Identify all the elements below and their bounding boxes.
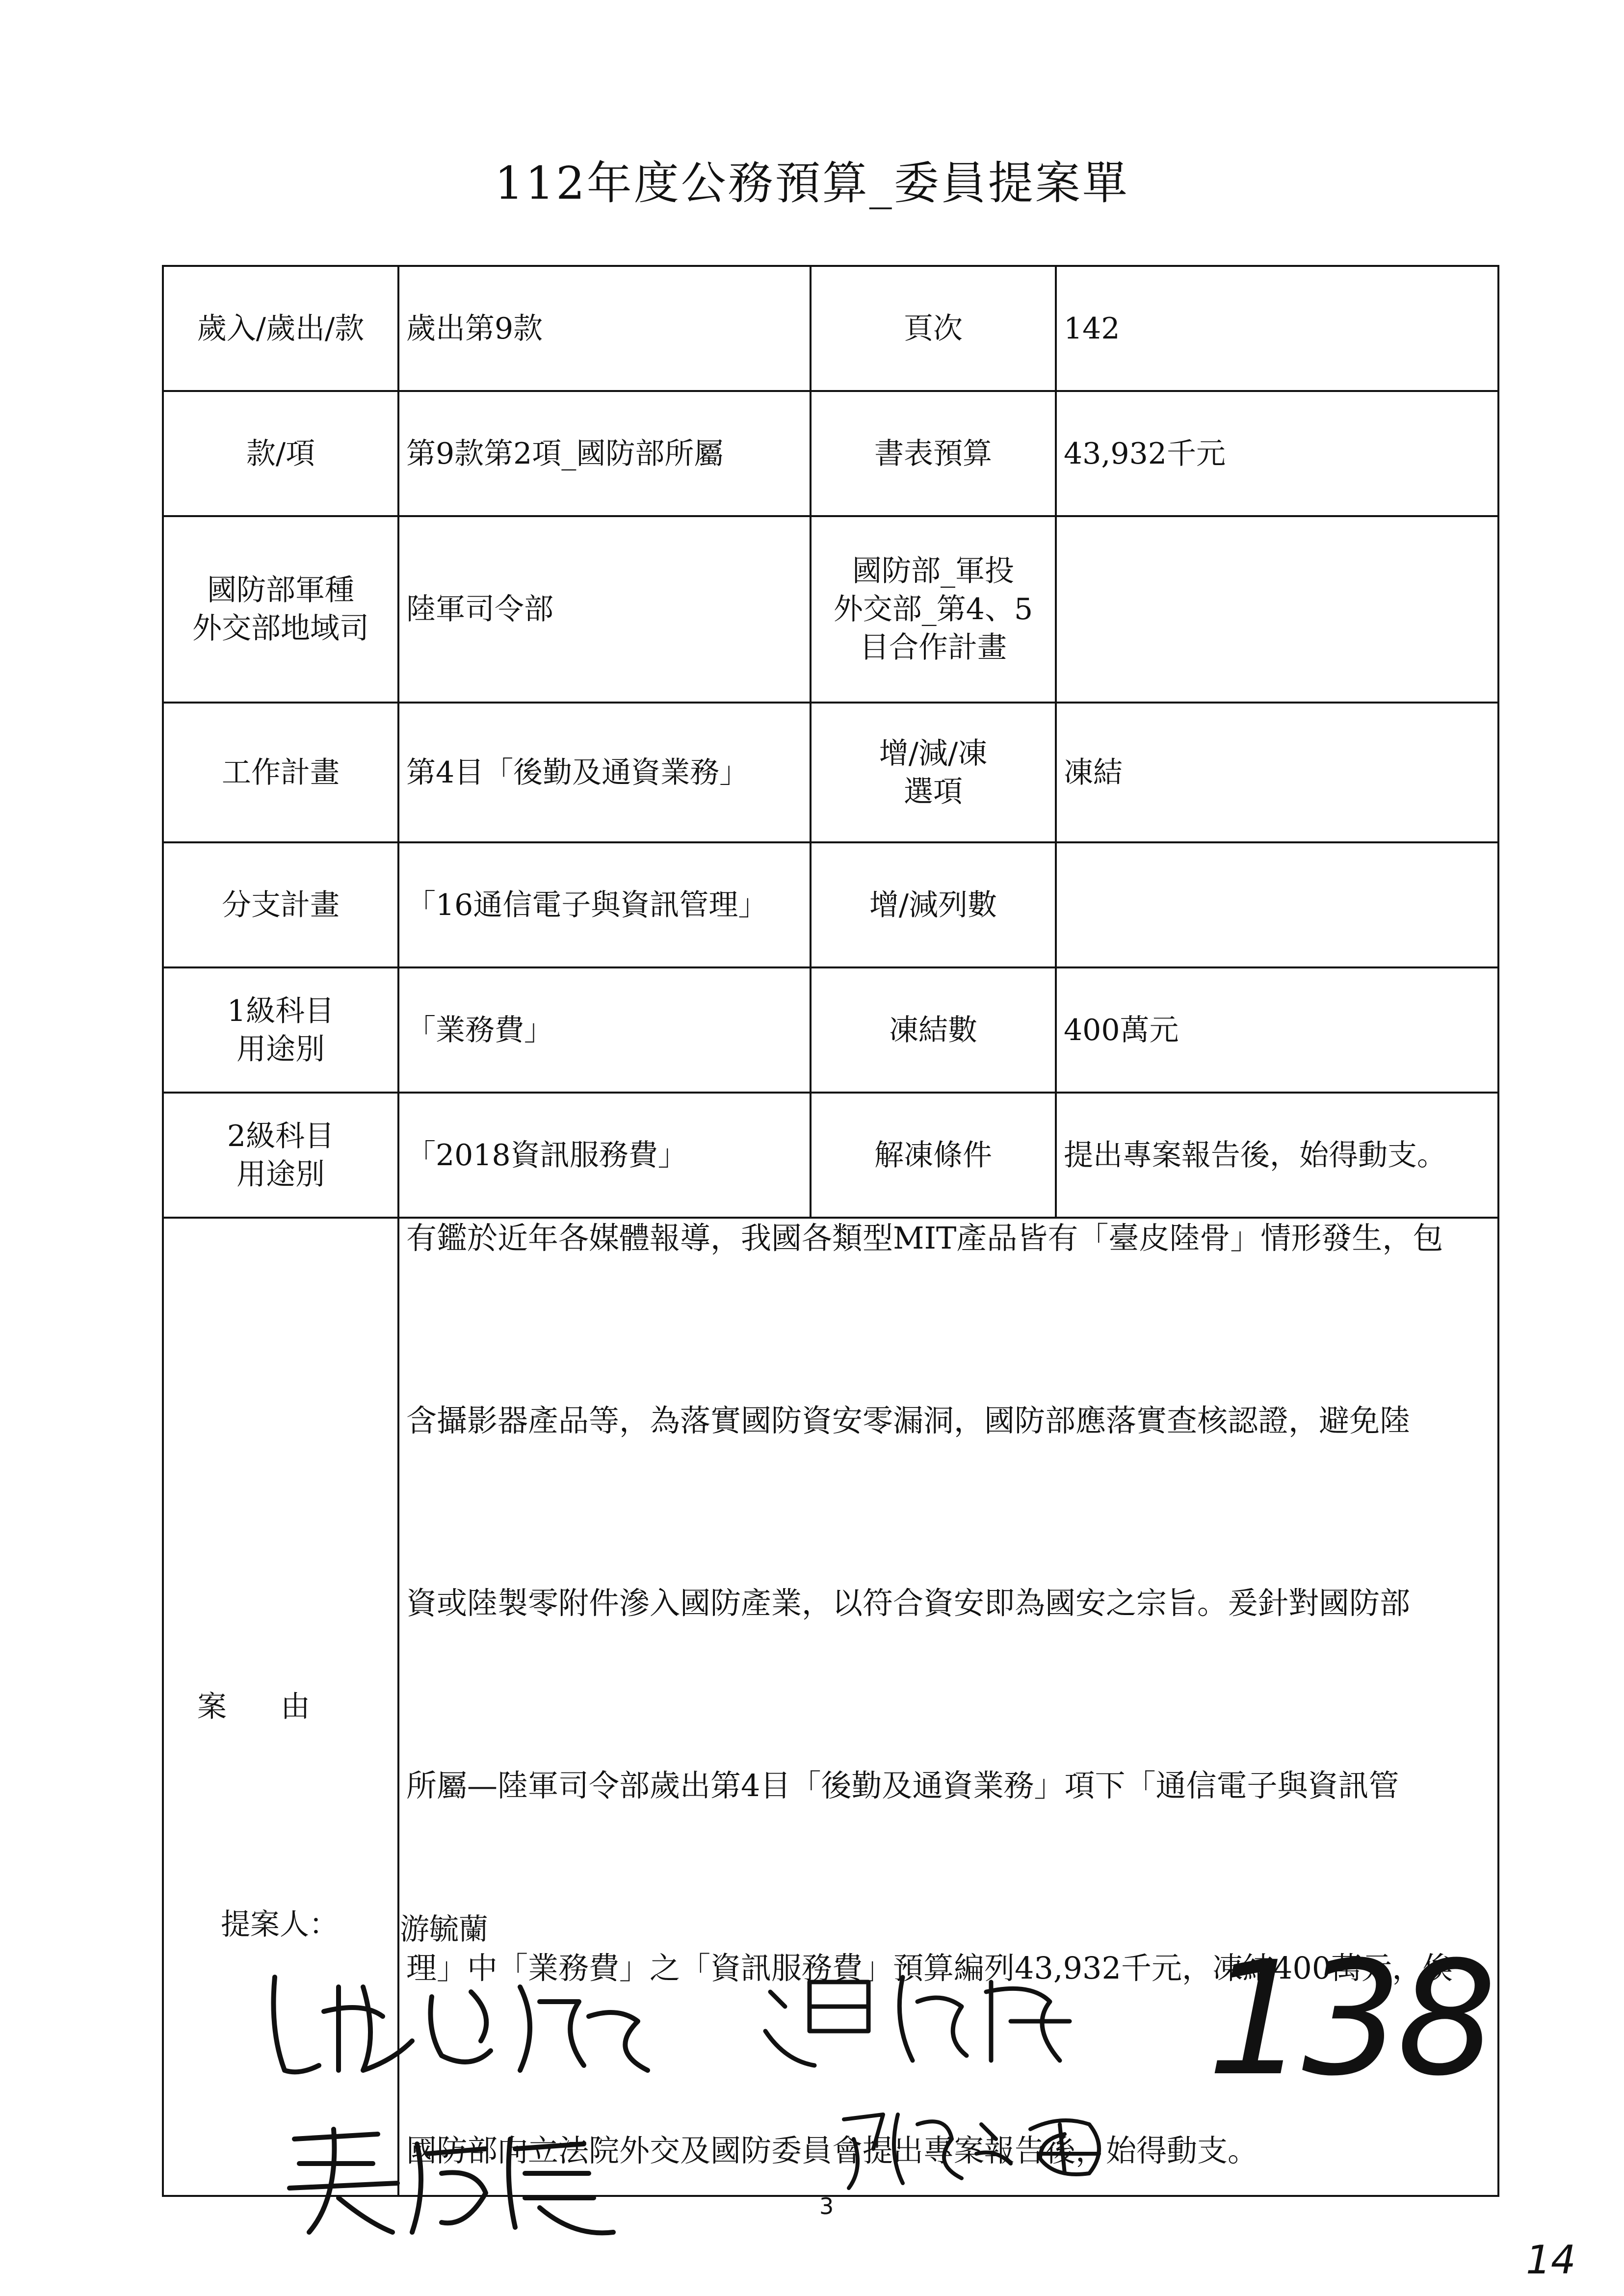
label-line: 款/項 bbox=[246, 436, 315, 471]
field-label bbox=[811, 967, 1056, 1093]
field-value: 提出專案報告後，始得動支。 bbox=[1056, 1093, 1498, 1218]
field-value: 「16通信電子與資訊管理」 bbox=[398, 842, 811, 967]
label-line: 用途別 bbox=[236, 1157, 325, 1192]
field-value: 歲出第9款 bbox=[398, 266, 811, 391]
field-label bbox=[811, 391, 1056, 516]
field-value: 「業務費」 bbox=[398, 967, 811, 1093]
label-line: 增/減列數 bbox=[869, 887, 997, 922]
field-label bbox=[163, 266, 398, 391]
form-row bbox=[163, 1093, 1498, 1218]
field-value: 第4目「後勤及通資業務」 bbox=[398, 703, 811, 842]
small-mark: 3 bbox=[819, 2193, 834, 2219]
reason-line: 有鑑於近年各媒體報導，我國各類型MIT產品皆有「臺皮陸骨」情形發生，包 bbox=[406, 1220, 1443, 1256]
signature-3 bbox=[280, 2110, 623, 2242]
reason-label-text: 案由 bbox=[197, 1690, 364, 1724]
field-label bbox=[163, 967, 398, 1093]
reason-line: 所屬—陸軍司令部歲出第4目「後勤及通資業務」項下「通信電子與資訊管 bbox=[406, 1768, 1399, 1803]
label-line: 增/減/凍 bbox=[879, 736, 988, 771]
form-row bbox=[163, 703, 1498, 842]
field-label bbox=[163, 391, 398, 516]
field-value: 第9款第2項_國防部所屬 bbox=[398, 391, 811, 516]
field-value bbox=[1056, 842, 1498, 967]
signature-2 bbox=[756, 1962, 1089, 2075]
proposal-form-table bbox=[162, 265, 1499, 2197]
handwritten-number: 138 bbox=[1207, 1928, 1492, 2111]
field-label bbox=[811, 1093, 1056, 1218]
field-label bbox=[163, 516, 398, 703]
label-line: 選項 bbox=[904, 774, 963, 809]
label-line: 解凍條件 bbox=[874, 1138, 992, 1173]
form-row bbox=[163, 391, 1498, 516]
field-label bbox=[163, 1093, 398, 1218]
label-line: 工作計畫 bbox=[222, 755, 340, 790]
form-row bbox=[163, 266, 1498, 391]
proposer-label: 提案人： bbox=[221, 1907, 339, 1942]
field-label bbox=[811, 842, 1056, 967]
reason-line: 含攝影器產品等，為落實國防資安零漏洞，國防部應落實查核認證，避免陸 bbox=[406, 1403, 1411, 1438]
reason-line: 理」中「業務費」之「資訊服務費」預算編列43,932千元，凍結400萬元，俟 bbox=[406, 1950, 1453, 1986]
label-line: 外交部地域司 bbox=[192, 611, 369, 646]
page-title: 112年度公務預算_委員提案單 bbox=[495, 157, 1129, 209]
field-label bbox=[163, 842, 398, 967]
form-row bbox=[163, 842, 1498, 967]
label-line: 分支計畫 bbox=[222, 887, 340, 922]
page-number-mark: 14 bbox=[1526, 2237, 1576, 2283]
label-line: 國防部_軍投 bbox=[852, 554, 1014, 588]
proposer-name: 游毓蘭 bbox=[400, 1912, 488, 1947]
field-label bbox=[811, 703, 1056, 842]
field-label bbox=[163, 703, 398, 842]
reason-line: 國防部向立法院外交及國防委員會提出專案報告後，始得動支。 bbox=[406, 2133, 1258, 2168]
field-value: 43,932千元 bbox=[1056, 391, 1498, 516]
form-row bbox=[163, 967, 1498, 1093]
form-row bbox=[163, 516, 1498, 703]
field-value: 400萬元 bbox=[1056, 967, 1498, 1093]
label-line: 目合作計畫 bbox=[860, 630, 1007, 665]
label-line: 頁次 bbox=[904, 311, 963, 346]
reason-line: 資或陸製零附件滲入國防產業，以符合資安即為國安之宗旨。爰針對國防部 bbox=[406, 1585, 1411, 1621]
field-label bbox=[811, 516, 1056, 703]
label-line: 2級科目 bbox=[227, 1119, 335, 1153]
label-line: 外交部_第4、5 bbox=[833, 592, 1033, 626]
field-value: 陸軍司令部 bbox=[398, 516, 811, 703]
field-value: 「2018資訊服務費」 bbox=[398, 1093, 811, 1218]
label-line: 1級科目 bbox=[227, 993, 335, 1028]
label-line: 書表預算 bbox=[874, 436, 992, 471]
signature-4 bbox=[834, 2095, 1138, 2193]
field-value bbox=[1056, 516, 1498, 703]
label-line: 歲入/歲出/款 bbox=[197, 311, 365, 346]
field-label bbox=[811, 266, 1056, 391]
signature-1 bbox=[265, 1957, 667, 2085]
field-value: 142 bbox=[1056, 266, 1498, 391]
label-line: 用途別 bbox=[236, 1032, 325, 1067]
label-line: 國防部軍種 bbox=[207, 573, 354, 607]
field-value: 凍結 bbox=[1056, 703, 1498, 842]
label-line: 凍結數 bbox=[889, 1013, 977, 1047]
